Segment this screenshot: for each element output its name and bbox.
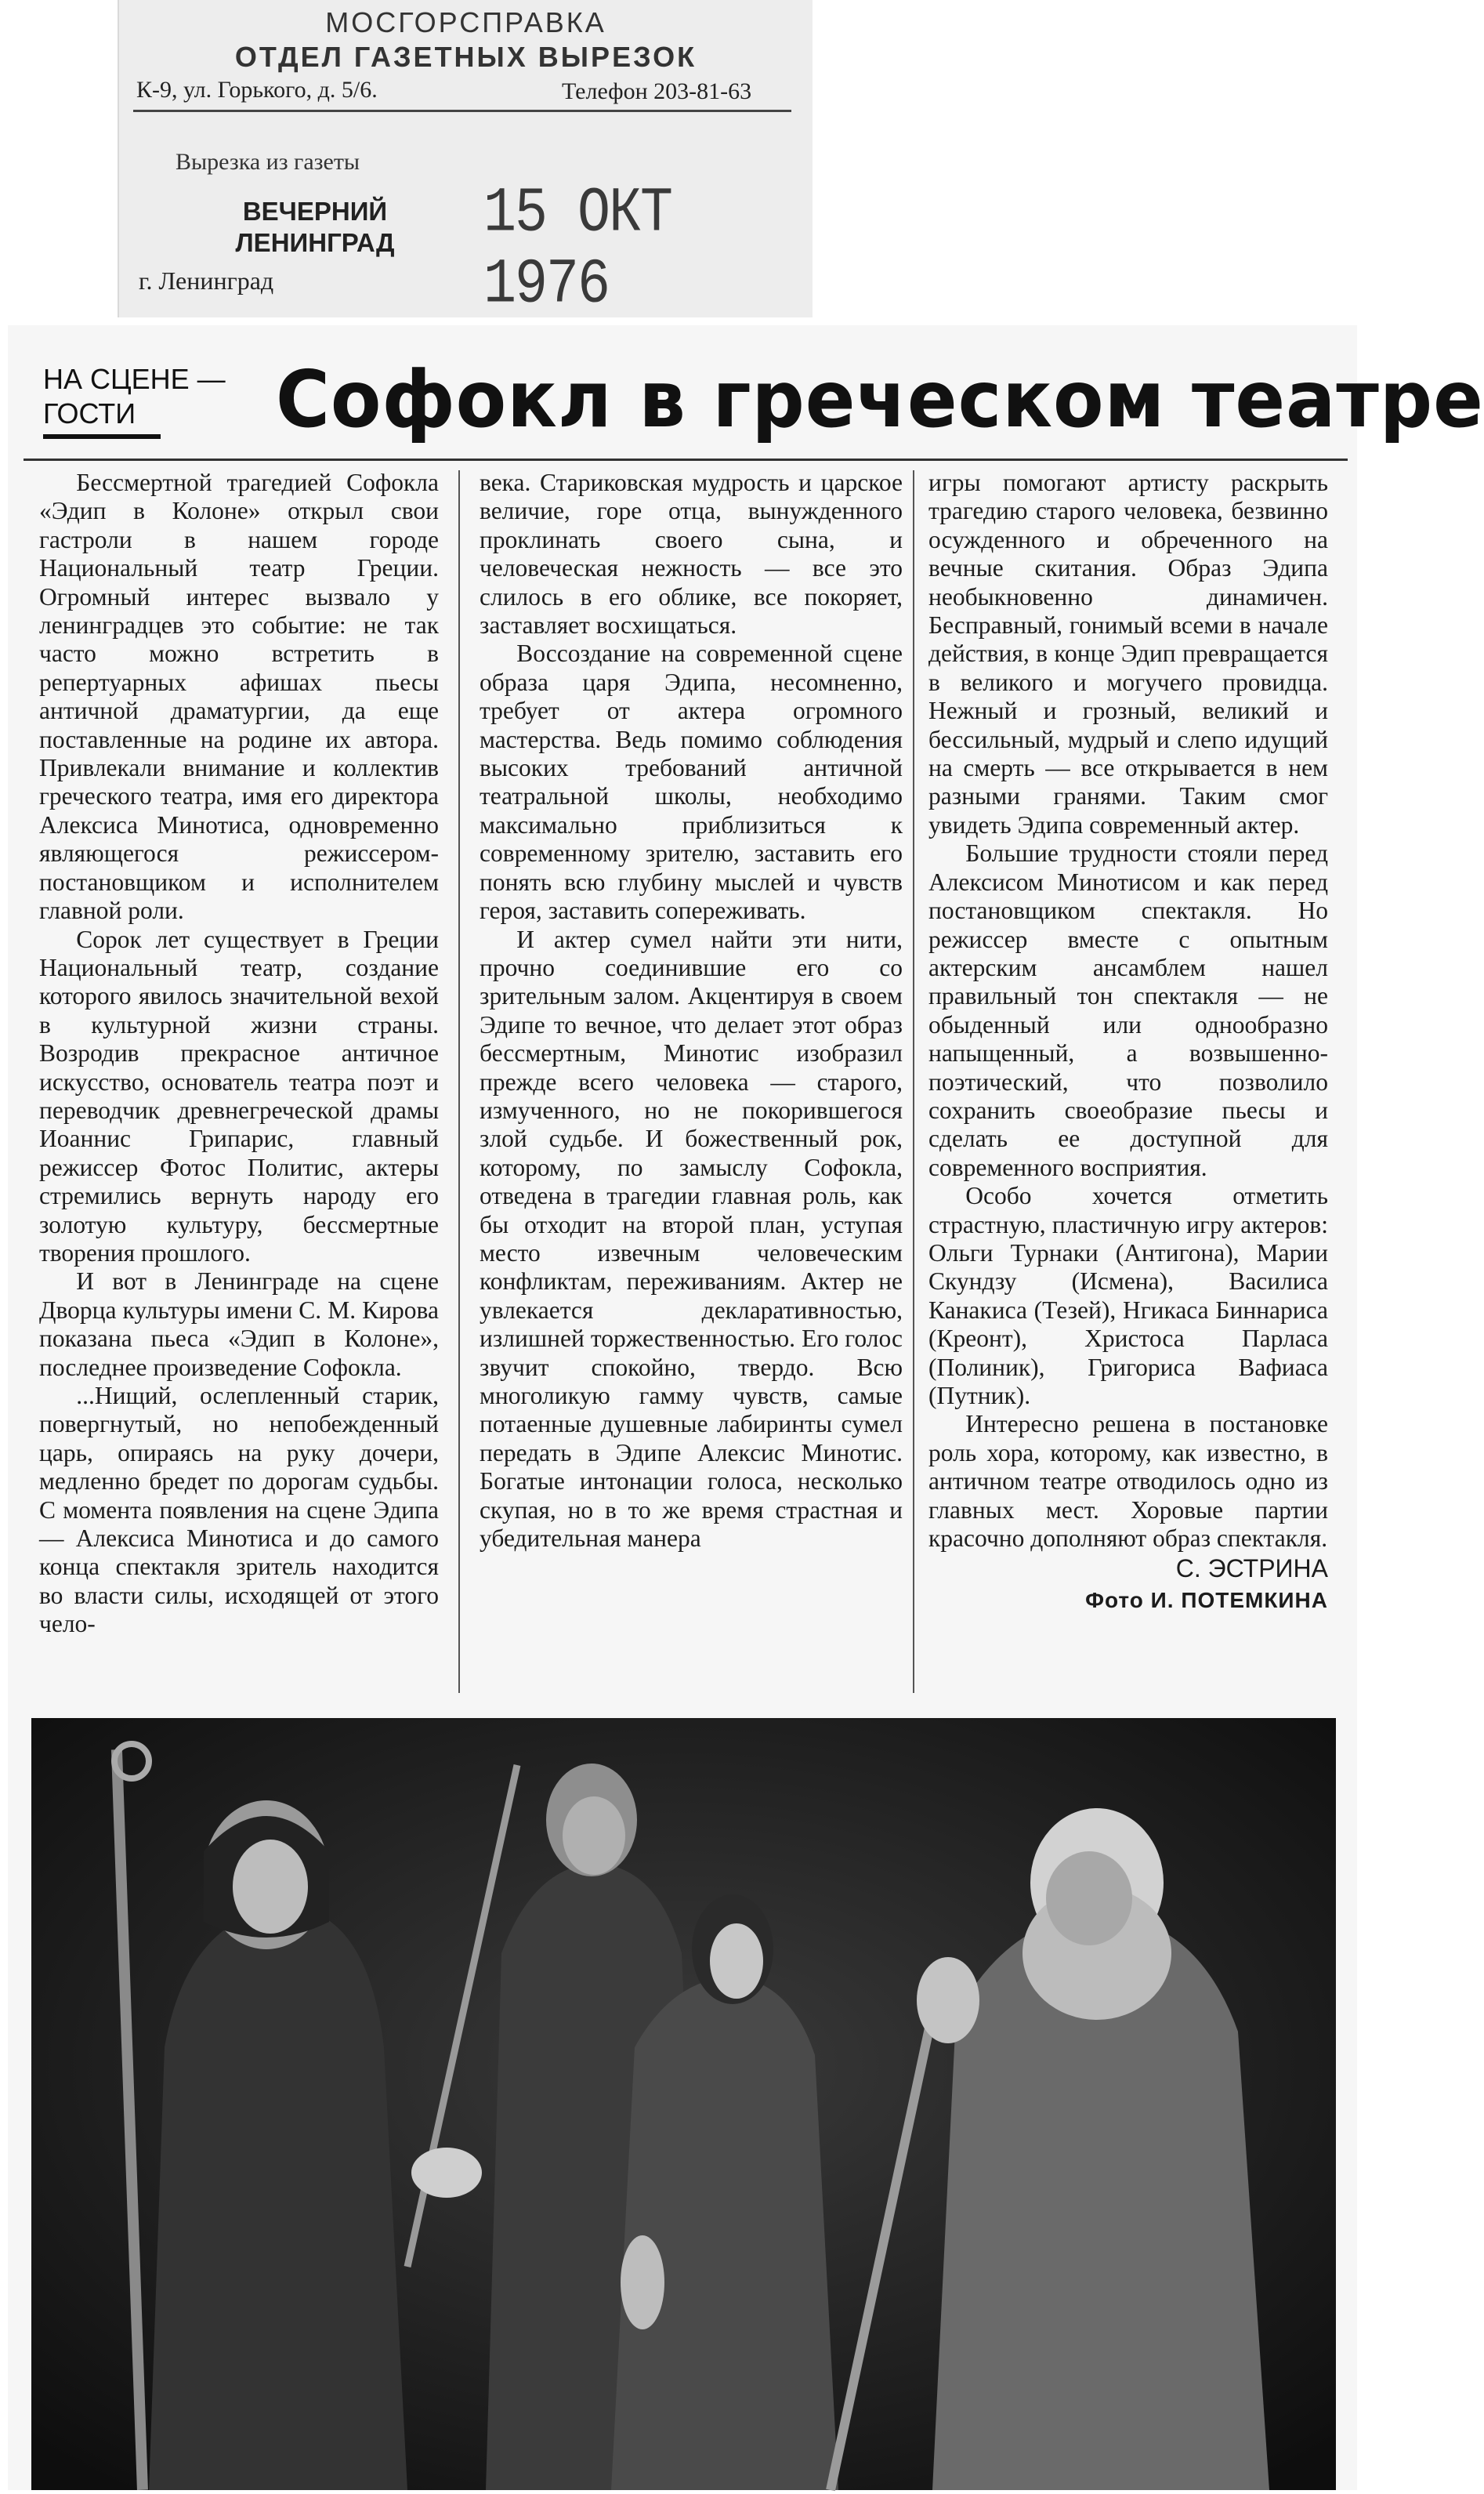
paragraph: Особо хочется отметить страстную, пластичную игру актеров: Ольги Турнаки (Антигона), Марии Скундзу (Исмена), Василиса Канакиса (Тезей), Нгикаса Биннариса (Креонт), Христоса Парласа (Полиник), Григориса Вафиаса (Путник). (928, 1182, 1328, 1409)
performance-photo-image (31, 1718, 1336, 2490)
paragraph: И вот в Ленинграде на сцене Дворца культуры имени С. М. Кирова показана пьеса «Эдип в Колоне», последнее произведение Софокла. (39, 1267, 439, 1381)
rubric (43, 362, 262, 439)
stamp-city: г. Ленинград (139, 266, 274, 295)
column-divider (458, 470, 460, 1693)
paragraph: ...Нищий, ослепленный старик, повергнутый, но непобежденный царь, опираясь на руку дочери, медленно бредет по дорогам судьбы. С момента появления на сцене Эдипа — Алексиса Минотиса и до самого конца спектакля зритель находится во власти силы, исходящей от этого чело- (39, 1382, 439, 1638)
paragraph: Интересно решена в постановке роль хора, которому, как известно, в античном театре отводилось одно из главных мест. Хоровые партии красочно дополняют образ спектакля. (928, 1410, 1328, 1553)
paragraph: Сорок лет существует в Греции Национальный театр, создание которого явилось значительной вехой в культурной жизни страны. Возродив прекрасное античное искусство, основатель театра поэт и переводчик древнегреческой драмы Иоаннис Грипарис, главный режиссер Фотос Политис, актеры стремились вернуть народу его золотую культуру, бессмертные творения прошлого. (39, 925, 439, 1267)
article-column-1 (39, 469, 439, 1699)
stamp-org-name: МОСГОРСПРАВКА (325, 6, 606, 38)
performance-photo (31, 1718, 1336, 2490)
headline-rule (24, 459, 1348, 461)
paragraph: Бессмертной трагедией Софокла «Эдип в Колоне» открыл свои гастроли в нашем городе Национальный театр Греции. Огромный интерес вызвало у ленинградцев это событие: не так часто можно встретить в репертуарных афишах пьесы античной драматургии, да еще поставленные на родине их автора. Привлекали внимание и коллектив греческого театра, имя его директора Алексиса Минотиса, одновременно являющегося режиссером-постановщиком и исполнителем главной роли. (39, 469, 439, 925)
author-signature: С. ЭСТРИНА (1175, 1554, 1328, 1583)
paragraph: Воссоздание на современной сцене образа царя Эдипа, несомненно, требует от актера огромного мастерства. Ведь помимо соблюдения высоких требований античной театральной школы, необходимо максимально приблизиться к современному зрителю, заставить его понять всю глубину мыслей и чувств героя, заставить сопереживать. (480, 640, 903, 925)
stamp-divider (133, 110, 791, 112)
paragraph: И актер сумел найти эти нити, прочно соединившие его со зрительным залом. Акцентируя в своем Эдипе то вечное, что делает этот образ бессмертным, Минотис изобразил прежде всего человека — старого, измученного, но не покорившегося злой судьбе. И божественный рок, которому, по замыслу Софокла, отведена в трагедии главная роль, как бы отходит на второй план, уступая место извечным человеческим конфликтам, переживаниям. Актер не увлекается декларативностью, излишней торжественностью. Его голос звучит спокойно, твердо. Всю многоликую гамму чувств, самые потаенные душевные лабиринты сумел передать в Эдипе Алексис Минотис. Богатые интонации голоса, несколько скупая, но в то же время страстная и убедительная манера (480, 925, 903, 1553)
stamp-department: ОТДЕЛ ГАЗЕТНЫХ ВЫРЕЗОК (234, 41, 697, 73)
rubric-line1: НА СЦЕНЕ — (43, 363, 226, 395)
stamp-phone: Телефон 203-81-63 (562, 78, 752, 104)
column-divider (913, 470, 914, 1693)
stamp-address: К-9, ул. Горького, д. 5/6. (136, 77, 378, 103)
stamp-date: 15 ОКТ 1976 (483, 179, 672, 321)
paragraph: Большие трудности стояли перед Алексисом Минотисом и как перед постановщиком спектакля. Но режиссер вместе с опытным актерским ансамблем нашел правильный тон спектакля — не обыденный или однообразно напыщенный, а возвышенно-поэтический, что позволило сохранить своеобразие пьесы и сделать ее доступной для современного восприятия. (928, 839, 1328, 1181)
paragraph: века. Стариковская мудрость и царское величие, горе отца, вынужденного проклинать своего сына, и человеческая нежность — все это слилось в его облике, все покоряет, заставляет восхищаться. (480, 469, 903, 640)
newspaper-name-line1: ВЕЧЕРНИЙ (242, 197, 388, 226)
article-column-2 (480, 469, 903, 1699)
paragraph: игры помогают артисту раскрыть трагедию старого человека, безвинно осужденного и обреченного на вечные скитания. Образ Эдипа необыкновенно динамичен. Бесправный, гонимый всеми в начале действия, в конце Эдип превращается в великого и могучего провидца. Нежный и грозный, великий и бессильный, мудрый и слепо идущий на смерть — все открывается в нем разными гранями. Таким смог увидеть Эдипа современный актер. (928, 469, 1328, 839)
clipping-service-stamp (118, 0, 813, 321)
stamp-newspaper-name (197, 196, 433, 259)
article-column-3 (928, 469, 1328, 1699)
headline: Софокл в греческом театре (276, 353, 1484, 445)
photo-credit: Фото И. ПОТЕМКИНА (1085, 1587, 1328, 1612)
rubric-line2: ГОСТИ (43, 397, 161, 439)
newspaper-name-line2: ЛЕНИНГРАД (235, 228, 395, 257)
stamp-cutting-label: Вырезка из газеты (176, 149, 360, 175)
